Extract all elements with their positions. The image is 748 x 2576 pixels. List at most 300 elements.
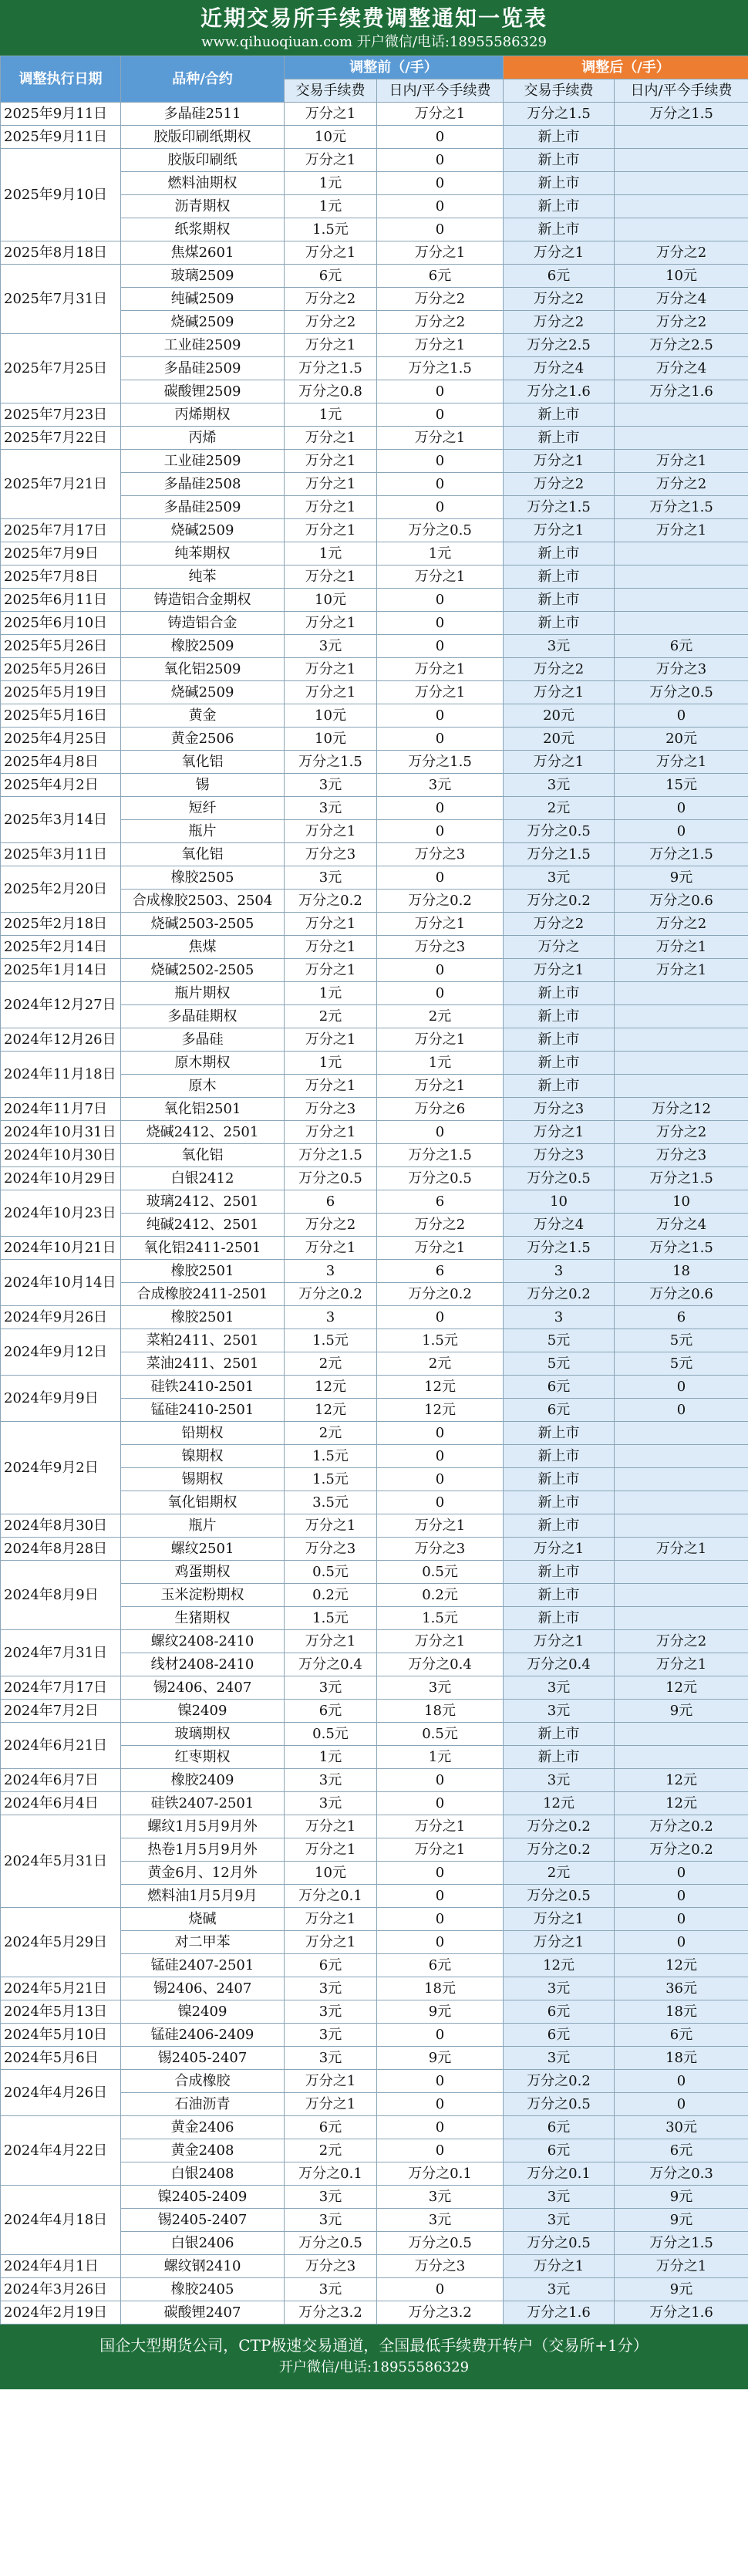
before-fee-cell: 12元 bbox=[285, 1399, 377, 1422]
table-row bbox=[1, 241, 748, 265]
product-cell: 黄金2408 bbox=[121, 2139, 285, 2162]
after-intraday-cell: 万分之0.6 bbox=[615, 1283, 748, 1306]
col-header-product: 品种/合约 bbox=[121, 56, 285, 103]
before-intraday-cell: 0 bbox=[377, 2278, 504, 2301]
date-cell: 2025年7月8日 bbox=[1, 566, 121, 589]
before-intraday-cell: 0 bbox=[377, 496, 504, 519]
before-intraday-cell: 万分之3 bbox=[377, 1538, 504, 1561]
after-fee-cell: 万分之0.2 bbox=[504, 1815, 615, 1838]
after-intraday-cell bbox=[615, 612, 748, 635]
product-cell: 菜粕2411、2501 bbox=[121, 1329, 285, 1352]
product-cell: 碳酸锂2509 bbox=[121, 380, 285, 403]
before-fee-cell: 2元 bbox=[285, 1422, 377, 1445]
product-cell: 镍2409 bbox=[121, 2000, 285, 2024]
after-fee-cell: 万分之2 bbox=[504, 311, 615, 334]
after-fee-cell: 万分之1 bbox=[504, 241, 615, 265]
after-intraday-cell: 万分之3 bbox=[615, 1144, 748, 1167]
table-row bbox=[1, 1121, 748, 1144]
after-intraday-cell bbox=[615, 1607, 748, 1630]
after-fee-cell: 万分之1.5 bbox=[504, 496, 615, 519]
after-fee-cell: 新上市 bbox=[504, 195, 615, 218]
product-cell: 瓶片 bbox=[121, 820, 285, 843]
date-cell: 2025年2月14日 bbox=[1, 936, 121, 959]
product-cell: 合成橡胶2411-2501 bbox=[121, 1283, 285, 1306]
after-intraday-cell: 6元 bbox=[615, 635, 748, 658]
before-intraday-cell: 万分之1 bbox=[377, 334, 504, 357]
before-fee-cell: 万分之2 bbox=[285, 311, 377, 334]
after-intraday-cell: 万分之4 bbox=[615, 1214, 748, 1237]
after-intraday-cell: 5元 bbox=[615, 1352, 748, 1376]
before-intraday-cell: 3元 bbox=[377, 774, 504, 797]
before-intraday-cell: 3元 bbox=[377, 2209, 504, 2232]
before-fee-cell: 万分之1 bbox=[285, 913, 377, 936]
before-intraday-cell: 万分之2 bbox=[377, 311, 504, 334]
before-intraday-cell: 0 bbox=[377, 1422, 504, 1445]
after-intraday-cell: 15元 bbox=[615, 774, 748, 797]
product-cell: 橡胶2405 bbox=[121, 2278, 285, 2301]
after-fee-cell: 新上市 bbox=[504, 172, 615, 195]
before-intraday-cell: 0.5元 bbox=[377, 1723, 504, 1746]
before-intraday-cell: 0 bbox=[377, 1885, 504, 1908]
product-cell: 玻璃期权 bbox=[121, 1723, 285, 1746]
after-intraday-cell bbox=[615, 126, 748, 149]
product-cell: 鸡蛋期权 bbox=[121, 1561, 285, 1584]
date-cell: 2025年7月25日 bbox=[1, 334, 121, 403]
date-cell: 2024年10月29日 bbox=[1, 1167, 121, 1190]
before-fee-cell: 1.5元 bbox=[285, 1445, 377, 1468]
table-row bbox=[1, 1260, 748, 1283]
product-cell: 氧化铝 bbox=[121, 751, 285, 774]
product-cell: 对二甲苯 bbox=[121, 1931, 285, 1954]
after-fee-cell: 万分之0.2 bbox=[504, 1838, 615, 1862]
date-cell: 2025年5月16日 bbox=[1, 704, 121, 728]
after-intraday-cell: 30元 bbox=[615, 2116, 748, 2139]
before-intraday-cell: 1.5元 bbox=[377, 1329, 504, 1352]
before-fee-cell: 0.2元 bbox=[285, 1584, 377, 1607]
date-cell: 2025年4月2日 bbox=[1, 774, 121, 797]
before-fee-cell: 万分之3 bbox=[285, 843, 377, 866]
before-fee-cell: 6元 bbox=[285, 1700, 377, 1723]
after-intraday-cell: 万分之1 bbox=[615, 959, 748, 982]
before-fee-cell: 1.5元 bbox=[285, 218, 377, 241]
table-row bbox=[1, 1630, 748, 1653]
product-cell: 红枣期权 bbox=[121, 1746, 285, 1769]
after-intraday-cell: 万分之0.5 bbox=[615, 681, 748, 704]
before-intraday-cell: 0 bbox=[377, 380, 504, 403]
product-cell: 纸浆期权 bbox=[121, 218, 285, 241]
before-fee-cell: 万分之0.1 bbox=[285, 1885, 377, 1908]
before-intraday-cell: 万分之1 bbox=[377, 681, 504, 704]
product-cell: 螺纹2501 bbox=[121, 1538, 285, 1561]
product-cell: 胶版印刷纸期权 bbox=[121, 126, 285, 149]
after-intraday-cell: 万分之1 bbox=[615, 1653, 748, 1676]
before-intraday-cell: 0.2元 bbox=[377, 1584, 504, 1607]
product-cell: 橡胶2509 bbox=[121, 635, 285, 658]
date-cell: 2024年5月13日 bbox=[1, 2000, 121, 2024]
after-intraday-cell: 万分之2 bbox=[615, 311, 748, 334]
before-intraday-cell: 万分之3 bbox=[377, 2255, 504, 2278]
date-cell: 2024年7月31日 bbox=[1, 1630, 121, 1676]
product-cell: 纯苯期权 bbox=[121, 542, 285, 566]
before-fee-cell: 万分之1 bbox=[285, 473, 377, 496]
table-row bbox=[1, 1700, 748, 1723]
before-fee-cell: 万分之1 bbox=[285, 1075, 377, 1098]
product-cell: 多晶硅 bbox=[121, 1028, 285, 1052]
table-row bbox=[1, 265, 748, 288]
before-intraday-cell: 3元 bbox=[377, 1676, 504, 1700]
table-row bbox=[1, 612, 748, 635]
before-fee-cell: 万分之1 bbox=[285, 566, 377, 589]
after-fee-cell: 6元 bbox=[504, 1376, 615, 1399]
before-fee-cell: 万分之3 bbox=[285, 2255, 377, 2278]
before-fee-cell: 3元 bbox=[285, 797, 377, 820]
table-row bbox=[1, 1538, 748, 1561]
before-fee-cell: 1元 bbox=[285, 1746, 377, 1769]
after-intraday-cell: 36元 bbox=[615, 1977, 748, 2000]
after-fee-cell: 新上市 bbox=[504, 1075, 615, 1098]
table-row bbox=[1, 2186, 748, 2209]
after-fee-cell: 3元 bbox=[504, 1977, 615, 2000]
product-cell: 玉米淀粉期权 bbox=[121, 1584, 285, 1607]
date-cell: 2025年3月11日 bbox=[1, 843, 121, 866]
product-cell: 胶版印刷纸 bbox=[121, 149, 285, 172]
after-intraday-cell: 18元 bbox=[615, 2047, 748, 2070]
after-fee-cell: 万分之0.5 bbox=[504, 2093, 615, 2116]
before-intraday-cell: 0 bbox=[377, 149, 504, 172]
product-cell: 燃料油1月5月9月 bbox=[121, 1885, 285, 1908]
before-fee-cell: 0.5元 bbox=[285, 1561, 377, 1584]
product-cell: 黄金 bbox=[121, 704, 285, 728]
after-intraday-cell: 万分之12 bbox=[615, 1098, 748, 1121]
date-cell: 2025年7月9日 bbox=[1, 542, 121, 566]
before-intraday-cell: 0 bbox=[377, 450, 504, 473]
product-cell: 镍期权 bbox=[121, 1445, 285, 1468]
table-row bbox=[1, 2070, 748, 2093]
date-cell: 2025年8月18日 bbox=[1, 241, 121, 265]
before-fee-cell: 3元 bbox=[285, 2209, 377, 2232]
date-cell: 2024年9月26日 bbox=[1, 1306, 121, 1329]
product-cell: 硅铁2410-2501 bbox=[121, 1376, 285, 1399]
after-fee-cell: 2元 bbox=[504, 1862, 615, 1885]
date-cell: 2025年2月20日 bbox=[1, 866, 121, 913]
before-fee-cell: 万分之1 bbox=[285, 1514, 377, 1538]
product-cell: 纯碱2509 bbox=[121, 288, 285, 311]
table-row bbox=[1, 1237, 748, 1260]
after-fee-cell: 万分之4 bbox=[504, 357, 615, 380]
date-cell: 2024年2月19日 bbox=[1, 2301, 121, 2324]
before-intraday-cell: 0 bbox=[377, 218, 504, 241]
before-fee-cell: 1.5元 bbox=[285, 1607, 377, 1630]
after-intraday-cell: 9元 bbox=[615, 866, 748, 890]
after-fee-cell: 万分之1 bbox=[504, 1121, 615, 1144]
after-intraday-cell: 万分之1.5 bbox=[615, 496, 748, 519]
after-fee-cell: 万分之0.5 bbox=[504, 1167, 615, 1190]
before-intraday-cell: 6 bbox=[377, 1190, 504, 1214]
product-cell: 线材2408-2410 bbox=[121, 1653, 285, 1676]
before-fee-cell: 0.5元 bbox=[285, 1723, 377, 1746]
after-intraday-cell: 6 bbox=[615, 1306, 748, 1329]
before-intraday-cell: 3元 bbox=[377, 2186, 504, 2209]
product-cell: 多晶硅2511 bbox=[121, 103, 285, 126]
product-cell: 黄金2406 bbox=[121, 2116, 285, 2139]
before-fee-cell: 万分之0.1 bbox=[285, 2162, 377, 2186]
product-cell: 锡2405-2407 bbox=[121, 2047, 285, 2070]
before-intraday-cell: 0 bbox=[377, 2139, 504, 2162]
product-cell: 氧化铝2411-2501 bbox=[121, 1237, 285, 1260]
page-title: 近期交易所手续费调整通知一览表 bbox=[200, 5, 548, 31]
before-fee-cell: 3.5元 bbox=[285, 1491, 377, 1514]
after-intraday-cell: 10元 bbox=[615, 265, 748, 288]
page-header bbox=[0, 0, 748, 56]
before-fee-cell: 1元 bbox=[285, 403, 377, 427]
before-intraday-cell: 万分之1.5 bbox=[377, 357, 504, 380]
date-cell: 2025年7月22日 bbox=[1, 427, 121, 450]
before-fee-cell: 万分之1 bbox=[285, 658, 377, 681]
table-row bbox=[1, 774, 748, 797]
date-cell: 2024年10月31日 bbox=[1, 1121, 121, 1144]
product-cell: 螺纹1月5月9月外 bbox=[121, 1815, 285, 1838]
before-intraday-cell: 0 bbox=[377, 1862, 504, 1885]
before-fee-cell: 6 bbox=[285, 1190, 377, 1214]
product-cell: 多晶硅2508 bbox=[121, 473, 285, 496]
before-fee-cell: 万分之0.2 bbox=[285, 1283, 377, 1306]
after-intraday-cell bbox=[615, 149, 748, 172]
after-fee-cell: 万分之1 bbox=[504, 519, 615, 542]
after-fee-cell: 3元 bbox=[504, 2186, 615, 2209]
after-intraday-cell: 0 bbox=[615, 2093, 748, 2116]
before-fee-cell: 3元 bbox=[285, 866, 377, 890]
before-fee-cell: 3元 bbox=[285, 1676, 377, 1700]
after-fee-cell: 新上市 bbox=[504, 612, 615, 635]
before-intraday-cell: 万分之0.1 bbox=[377, 2162, 504, 2186]
col-header-after: 调整后（/手） bbox=[504, 56, 748, 79]
before-intraday-cell: 2元 bbox=[377, 1352, 504, 1376]
after-fee-cell: 6元 bbox=[504, 265, 615, 288]
after-intraday-cell: 万分之2 bbox=[615, 473, 748, 496]
after-intraday-cell: 万分之2 bbox=[615, 1630, 748, 1653]
before-intraday-cell: 12元 bbox=[377, 1376, 504, 1399]
after-fee-cell: 6元 bbox=[504, 2024, 615, 2047]
date-cell: 2024年4月18日 bbox=[1, 2186, 121, 2255]
before-intraday-cell: 万分之1 bbox=[377, 1075, 504, 1098]
before-intraday-cell: 0 bbox=[377, 2116, 504, 2139]
before-fee-cell: 3元 bbox=[285, 774, 377, 797]
after-intraday-cell: 万分之0.3 bbox=[615, 2162, 748, 2186]
before-intraday-cell: 9元 bbox=[377, 2047, 504, 2070]
date-cell: 2025年4月25日 bbox=[1, 728, 121, 751]
after-fee-cell: 万分之0.1 bbox=[504, 2162, 615, 2186]
after-fee-cell: 2元 bbox=[504, 797, 615, 820]
after-fee-cell: 新上市 bbox=[504, 1723, 615, 1746]
after-fee-cell: 万分之1.5 bbox=[504, 103, 615, 126]
after-intraday-cell: 万分之1 bbox=[615, 2255, 748, 2278]
table-row bbox=[1, 1028, 748, 1052]
date-cell: 2025年5月26日 bbox=[1, 635, 121, 658]
before-fee-cell: 万分之1 bbox=[285, 2070, 377, 2093]
table-row bbox=[1, 427, 748, 450]
after-intraday-cell: 0 bbox=[615, 1862, 748, 1885]
after-fee-cell: 万分之 bbox=[504, 936, 615, 959]
before-intraday-cell: 0 bbox=[377, 982, 504, 1005]
before-fee-cell: 3元 bbox=[285, 2000, 377, 2024]
after-intraday-cell: 万分之1.5 bbox=[615, 2232, 748, 2255]
after-fee-cell: 新上市 bbox=[504, 1445, 615, 1468]
product-cell: 铸造铝合金 bbox=[121, 612, 285, 635]
before-intraday-cell: 万分之1 bbox=[377, 1630, 504, 1653]
before-fee-cell: 万分之1.5 bbox=[285, 751, 377, 774]
table-row bbox=[1, 2047, 748, 2070]
table-row bbox=[1, 2116, 748, 2139]
before-fee-cell: 万分之3.2 bbox=[285, 2301, 377, 2324]
after-intraday-cell: 万分之1.5 bbox=[615, 843, 748, 866]
after-fee-cell: 3元 bbox=[504, 1769, 615, 1792]
after-intraday-cell bbox=[615, 589, 748, 612]
date-cell: 2025年3月14日 bbox=[1, 797, 121, 843]
after-intraday-cell: 万分之4 bbox=[615, 288, 748, 311]
after-intraday-cell bbox=[615, 1075, 748, 1098]
after-fee-cell: 新上市 bbox=[504, 1514, 615, 1538]
product-cell: 锰硅2406-2409 bbox=[121, 2024, 285, 2047]
product-cell: 燃料油期权 bbox=[121, 172, 285, 195]
before-intraday-cell: 6元 bbox=[377, 265, 504, 288]
after-fee-cell: 新上市 bbox=[504, 566, 615, 589]
before-intraday-cell: 0 bbox=[377, 473, 504, 496]
before-fee-cell: 万分之1 bbox=[285, 1630, 377, 1653]
date-cell: 2024年6月21日 bbox=[1, 1723, 121, 1769]
product-cell: 氧化铝2509 bbox=[121, 658, 285, 681]
date-cell: 2024年4月1日 bbox=[1, 2255, 121, 2278]
after-intraday-cell: 0 bbox=[615, 1931, 748, 1954]
after-intraday-cell bbox=[615, 982, 748, 1005]
product-cell: 氧化铝 bbox=[121, 843, 285, 866]
table-row bbox=[1, 1769, 748, 1792]
after-fee-cell: 万分之0.2 bbox=[504, 890, 615, 913]
before-fee-cell: 1.5元 bbox=[285, 1468, 377, 1491]
before-fee-cell: 万分之1 bbox=[285, 241, 377, 265]
after-fee-cell: 万分之0.5 bbox=[504, 820, 615, 843]
after-fee-cell: 万分之2 bbox=[504, 288, 615, 311]
after-intraday-cell bbox=[615, 1005, 748, 1028]
date-cell: 2024年5月6日 bbox=[1, 2047, 121, 2070]
after-intraday-cell: 0 bbox=[615, 704, 748, 728]
after-intraday-cell: 万分之1.6 bbox=[615, 380, 748, 403]
after-fee-cell: 万分之1.5 bbox=[504, 1237, 615, 1260]
after-fee-cell: 3元 bbox=[504, 866, 615, 890]
date-cell: 2024年8月28日 bbox=[1, 1538, 121, 1561]
after-fee-cell: 6元 bbox=[504, 2139, 615, 2162]
before-intraday-cell: 万分之1 bbox=[377, 241, 504, 265]
after-fee-cell: 万分之1 bbox=[504, 1630, 615, 1653]
after-fee-cell: 3元 bbox=[504, 2209, 615, 2232]
table-row bbox=[1, 149, 748, 172]
date-cell: 2024年7月17日 bbox=[1, 1676, 121, 1700]
before-fee-cell: 6元 bbox=[285, 265, 377, 288]
after-intraday-cell: 0 bbox=[615, 1376, 748, 1399]
date-cell: 2024年8月30日 bbox=[1, 1514, 121, 1538]
product-cell: 铸造铝合金期权 bbox=[121, 589, 285, 612]
product-cell: 菜油2411、2501 bbox=[121, 1352, 285, 1376]
after-fee-cell: 6元 bbox=[504, 1399, 615, 1422]
product-cell: 工业硅2509 bbox=[121, 450, 285, 473]
after-fee-cell: 3元 bbox=[504, 1700, 615, 1723]
before-intraday-cell: 万分之1 bbox=[377, 913, 504, 936]
after-intraday-cell: 12元 bbox=[615, 1676, 748, 1700]
before-fee-cell: 6元 bbox=[285, 2116, 377, 2139]
before-fee-cell: 1元 bbox=[285, 982, 377, 1005]
after-intraday-cell bbox=[615, 542, 748, 566]
after-fee-cell: 万分之0.2 bbox=[504, 2070, 615, 2093]
after-intraday-cell bbox=[615, 1746, 748, 1769]
before-intraday-cell: 1元 bbox=[377, 1052, 504, 1075]
before-intraday-cell: 0 bbox=[377, 1491, 504, 1514]
after-intraday-cell: 12元 bbox=[615, 1792, 748, 1815]
product-cell: 橡胶2501 bbox=[121, 1306, 285, 1329]
date-cell: 2025年7月31日 bbox=[1, 265, 121, 334]
after-fee-cell: 万分之1 bbox=[504, 450, 615, 473]
after-fee-cell: 万分之3 bbox=[504, 1098, 615, 1121]
date-cell: 2025年9月11日 bbox=[1, 126, 121, 149]
before-fee-cell: 3元 bbox=[285, 1977, 377, 2000]
table-row bbox=[1, 681, 748, 704]
date-cell: 2024年12月26日 bbox=[1, 1028, 121, 1052]
after-intraday-cell: 万分之1 bbox=[615, 450, 748, 473]
before-intraday-cell: 0 bbox=[377, 820, 504, 843]
before-intraday-cell: 6元 bbox=[377, 1954, 504, 1977]
before-intraday-cell: 0 bbox=[377, 866, 504, 890]
after-intraday-cell: 0 bbox=[615, 2070, 748, 2093]
before-fee-cell: 10元 bbox=[285, 126, 377, 149]
before-intraday-cell: 万分之1 bbox=[377, 1028, 504, 1052]
after-fee-cell: 万分之2 bbox=[504, 913, 615, 936]
before-intraday-cell: 0 bbox=[377, 1908, 504, 1931]
after-fee-cell: 万分之1.6 bbox=[504, 380, 615, 403]
before-intraday-cell: 万分之0.2 bbox=[377, 1283, 504, 1306]
table-row bbox=[1, 704, 748, 728]
product-cell: 纯苯 bbox=[121, 566, 285, 589]
after-intraday-cell bbox=[615, 1422, 748, 1445]
after-fee-cell: 新上市 bbox=[504, 542, 615, 566]
after-intraday-cell bbox=[615, 1723, 748, 1746]
after-intraday-cell: 12元 bbox=[615, 1954, 748, 1977]
date-cell: 2024年10月30日 bbox=[1, 1144, 121, 1167]
before-fee-cell: 万分之1 bbox=[285, 1908, 377, 1931]
product-cell: 烧碱2503-2505 bbox=[121, 913, 285, 936]
before-fee-cell: 3 bbox=[285, 1260, 377, 1283]
table-row bbox=[1, 1144, 748, 1167]
before-fee-cell: 12元 bbox=[285, 1376, 377, 1399]
date-cell: 2025年5月19日 bbox=[1, 681, 121, 704]
subheader-before-fee: 交易手续费 bbox=[285, 79, 377, 103]
after-intraday-cell: 万分之2 bbox=[615, 1121, 748, 1144]
before-fee-cell: 万分之1 bbox=[285, 1815, 377, 1838]
before-fee-cell: 10元 bbox=[285, 1862, 377, 1885]
product-cell: 白银2406 bbox=[121, 2232, 285, 2255]
date-cell: 2024年9月12日 bbox=[1, 1329, 121, 1376]
before-fee-cell: 3元 bbox=[285, 2186, 377, 2209]
date-cell: 2024年3月26日 bbox=[1, 2278, 121, 2301]
product-cell: 热卷1月5月9月外 bbox=[121, 1838, 285, 1862]
before-intraday-cell: 2元 bbox=[377, 1005, 504, 1028]
table-row bbox=[1, 542, 748, 566]
after-intraday-cell bbox=[615, 218, 748, 241]
table-row bbox=[1, 126, 748, 149]
date-cell: 2024年10月14日 bbox=[1, 1260, 121, 1306]
before-fee-cell: 2元 bbox=[285, 2139, 377, 2162]
after-fee-cell: 新上市 bbox=[504, 403, 615, 427]
before-fee-cell: 万分之1 bbox=[285, 103, 377, 126]
date-cell: 2025年7月21日 bbox=[1, 450, 121, 519]
before-fee-cell: 万分之1 bbox=[285, 1028, 377, 1052]
